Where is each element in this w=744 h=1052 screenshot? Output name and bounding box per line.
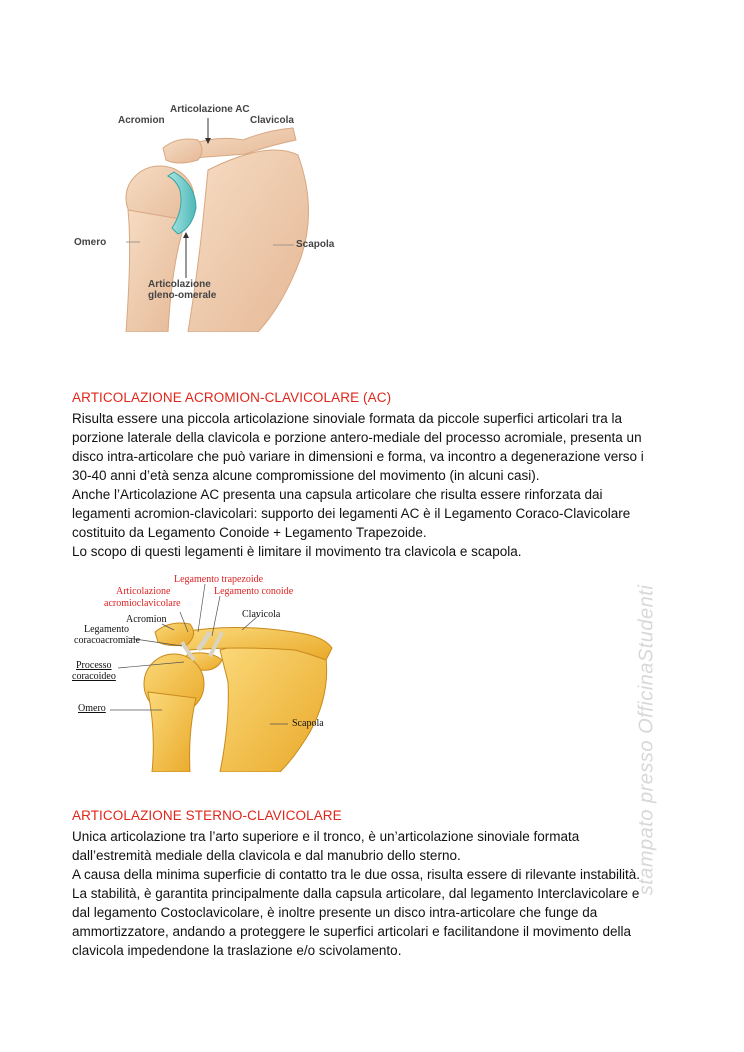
label-coracoid-line1: Processo <box>76 660 112 671</box>
text-line: legamenti acromion-clavicolari: supporto dei legamenti AC è il Legamento Coraco-Clavicolare <box>72 506 631 521</box>
label-glenohumeral-line2: gleno-omerale <box>148 290 217 301</box>
label-coracoacromial-line1: Legamento <box>84 624 129 635</box>
label-clavicle: Clavicola <box>242 609 281 620</box>
label-coracoacromial-line2: coracoacromiale <box>74 635 141 646</box>
text-line: porzione laterale della clavicola e porzione antero-mediale del processo acromiale, presenta un <box>72 430 642 445</box>
label-humerus: Omero <box>78 703 106 714</box>
section-body-sc <box>72 827 672 960</box>
label-ac-joint-line2: acromioclavicolare <box>104 598 181 609</box>
text-line: ammortizzatore, andando a proteggere le superfici articolari e facilitandone il movimento della <box>72 924 632 939</box>
label-ac-joint-line1: Articolazione <box>116 586 171 597</box>
section-body-ac <box>72 409 672 561</box>
text-line: dall’estremità mediale della clavicola e dal manubrio dello sterno. <box>72 848 461 863</box>
label-acromion: Acromion <box>126 614 167 625</box>
ligaments-anatomy-figure <box>70 572 370 772</box>
text-line: disco intra-articolare che può variare in dimensioni e forma, va incontro a degenerazione verso i <box>72 449 644 464</box>
label-ac-joint: Articolazione AC <box>170 104 250 115</box>
label-acromion: Acromion <box>118 115 165 126</box>
label-scapula: Scapola <box>292 718 324 729</box>
section-title-ac: ARTICOLAZIONE ACROMION-CLAVICOLARE (AC) <box>72 390 392 405</box>
watermark <box>636 540 658 940</box>
label-clavicle: Clavicola <box>250 115 294 126</box>
text-line: Unica articolazione tra l’arto superiore e il tronco, è un’articolazione sinoviale formata <box>72 829 580 844</box>
label-conoid-ligament: Legamento conoide <box>214 586 294 597</box>
text-line: Lo scopo di questi legamenti è limitare il movimento tra clavicola e scapola. <box>72 544 522 559</box>
shoulder-anatomy-figure <box>68 100 358 332</box>
text-line: costituito da Legamento Conoide + Legamento Trapezoide. <box>72 525 427 540</box>
label-scapula: Scapola <box>296 239 335 250</box>
watermark-text: stampato presso OfficinaStudenti <box>635 584 658 896</box>
text-line: Risulta essere una piccola articolazione sinoviale formata da piccole superfici articolari tra la <box>72 411 623 426</box>
section-title-sc: ARTICOLAZIONE STERNO-CLAVICOLARE <box>72 808 342 823</box>
text-line: dal legamento Costoclavicolare, è inoltre presente un disco intra-articolare che funge da <box>72 905 598 920</box>
text-line: A causa della minima superficie di contatto tra le due ossa, risulta essere di rilevante instabilità. <box>72 867 641 882</box>
text-line: Anche l’Articolazione AC presenta una capsula articolare che risulta essere rinforzata dai <box>72 487 603 502</box>
text-line: clavicola impedendone la traslazione e/o scivolamento. <box>72 943 402 958</box>
text-line: La stabilità, è garantita principalmente dalla capsula articolare, dal legamento Interclavicolare e <box>72 886 640 901</box>
label-coracoid-line2: coracoideo <box>72 671 116 682</box>
label-trapezoid-ligament: Legamento trapezoide <box>174 574 264 585</box>
label-glenohumeral-line1: Articolazione <box>148 279 211 290</box>
label-humerus: Omero <box>74 237 107 248</box>
text-line: 30-40 anni d’età senza alcune compromissione del movimento (in alcuni casi). <box>72 468 540 483</box>
